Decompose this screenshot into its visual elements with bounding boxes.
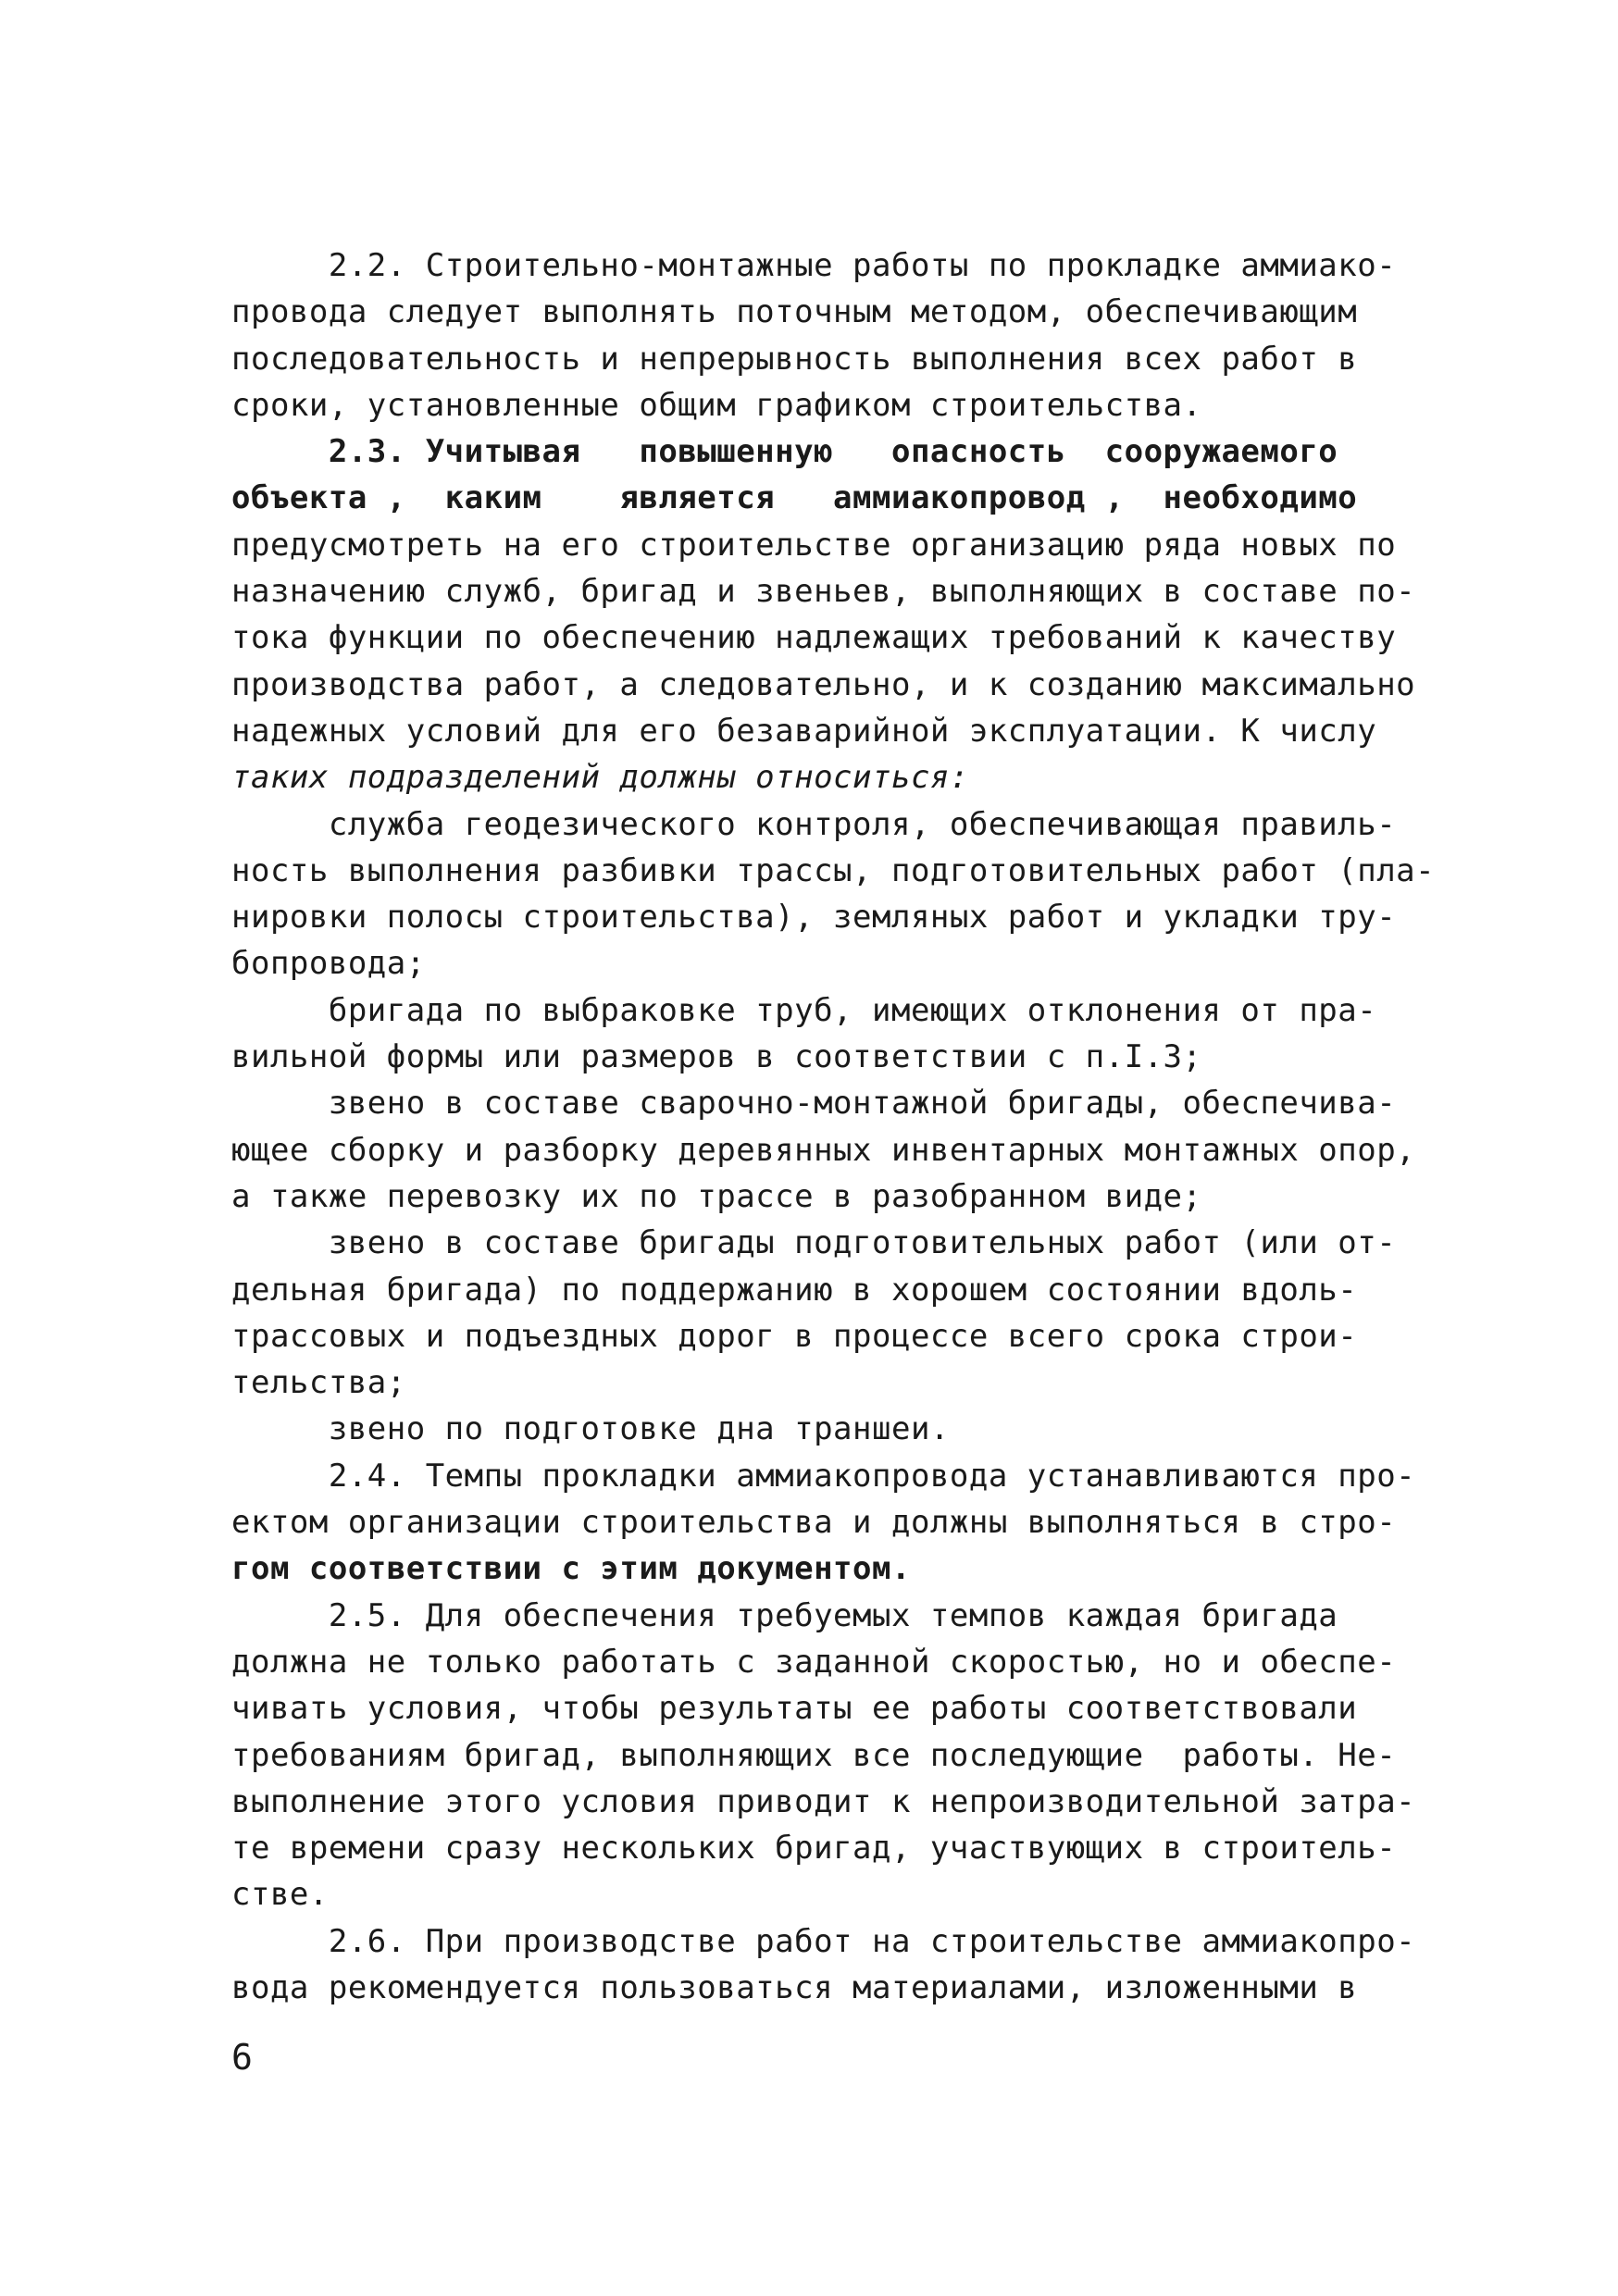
text-line: звено по подготовке дна траншеи. <box>231 1410 950 1448</box>
text-line: ектом организации строительства и должны выполняться в стро- <box>231 1504 1397 1542</box>
text-line: нировки полосы строительства), земляных работ и укладки тру- <box>231 899 1397 937</box>
text-line: тока функции по обеспечению надлежащих требований к качеству <box>231 619 1397 657</box>
text-line: дельная бригада) по поддержанию в хорошем состоянии вдоль- <box>231 1271 1358 1309</box>
document-body <box>231 242 1436 2011</box>
text-line: выполнение этого условия приводит к непроизводительной затра- <box>231 1782 1416 1820</box>
text-line: назначению служб, бригад и звеньев, выполняющих в составе по- <box>231 573 1416 611</box>
text-line: 2.6. При производстве работ на строительстве аммиакопро- <box>231 1922 1416 1960</box>
text-line: чивать условия, чтобы результаты ее работы соответствовали <box>231 1690 1358 1728</box>
text-line: 2.3. Учитывая повышенную опасность сооружаемого <box>231 433 1338 471</box>
text-line: 2.2. Строительно-монтажные работы по прокладке аммиако- <box>231 247 1397 284</box>
text-line: последовательность и непрерывность выполнения всех работ в <box>231 340 1358 378</box>
text-line: ющее сборку и разборку деревянных инвентарных монтажных опор, <box>231 1131 1416 1169</box>
text-line: вильной формы или размеров в соответствии с п.I.3; <box>231 1038 1202 1076</box>
text-line: тельства; <box>231 1364 406 1402</box>
page-number: 6 <box>231 2037 253 2078</box>
text-line: должна не только работать с заданной скоростью, но и обеспе- <box>231 1643 1397 1681</box>
text-line: провода следует выполнять поточным методом, обеспечивающим <box>231 293 1358 331</box>
text-line: требованиям бригад, выполняющих все последующие работы. Не- <box>231 1736 1397 1774</box>
text-line: вода рекомендуется пользоваться материалами, изложенными в <box>231 1968 1358 2006</box>
text-line: служба геодезического контроля, обеспечивающая правиль- <box>231 805 1397 843</box>
text-line: надежных условий для его безаварийной эксплуатации. К числу <box>231 712 1377 750</box>
text-line: бопровода; <box>231 945 426 983</box>
text-line: 2.5. Для обеспечения требуемых темпов каждая бригада <box>231 1596 1338 1634</box>
text-line: трассовых и подъездных дорог в процессе всего срока строи- <box>231 1317 1358 1355</box>
text-line: звено в составе бригады подготовительных работ (или от- <box>231 1224 1397 1262</box>
text-line: сроки, установленные общим графиком строительства. <box>231 386 1202 424</box>
text-line: бригада по выбраковке труб, имеющих отклонения от пра- <box>231 991 1377 1029</box>
text-line: те времени сразу нескольких бригад, участвующих в строитель- <box>231 1830 1397 1868</box>
text-line: ность выполнения разбивки трассы, подготовительных работ (пла- <box>231 851 1436 889</box>
text-line: производства работ, а следовательно, и к созданию максимально <box>231 665 1416 703</box>
text-line: звено в составе сварочно-монтажной бригады, обеспечива- <box>231 1085 1397 1123</box>
text-line: 2.4. Темпы прокладки аммиакопровода устанавливаются про- <box>231 1457 1416 1495</box>
text-line: а также перевозку их по трассе в разобранном виде; <box>231 1177 1202 1215</box>
text-line: таких подразделений должны относиться: <box>231 759 969 797</box>
text-line: гом соответствии с этим документом. <box>231 1550 911 1588</box>
text-line: стве. <box>231 1876 329 1914</box>
text-line: объекта , каким является аммиакопровод , необходимо <box>231 479 1358 517</box>
text-line: предусмотреть на его строительстве организацию ряда новых по <box>231 526 1397 564</box>
